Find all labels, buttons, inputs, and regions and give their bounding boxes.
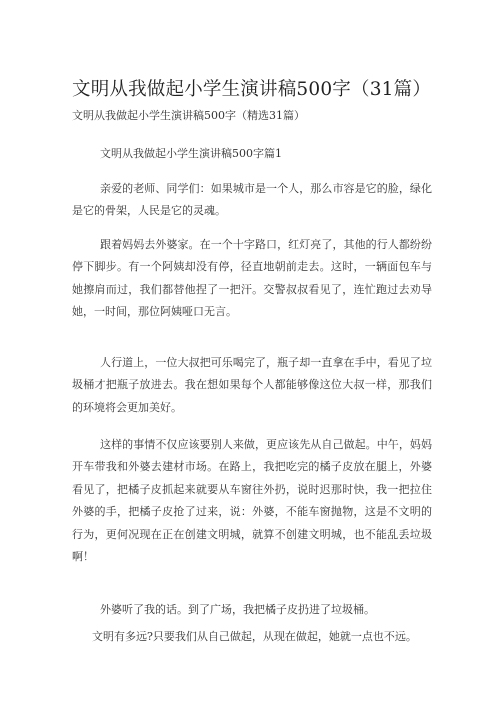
paragraph: 亲爱的老师、同学们：如果城市是一个人，那么市容是它的脸，绿化是它的骨架，人民是它的灵魂。 — [72, 182, 432, 218]
section-heading: 文明从我做起小学生演讲稿500字篇1 — [100, 147, 282, 160]
paragraph: 人行道上，一位大叔把可乐喝完了，瓶子却一直拿在手中，看见了垃圾桶才把瓶子放进去。我在想如果每个人都能够像这位大叔一样，那我们的环境将会更加美好。 — [72, 356, 432, 414]
paragraph: 这样的事情不仅应该要别人来做，更应该先从自己做起。中午，妈妈开车带我和外婆去建材市场。在路上，我把吃完的橘子皮放在腿上，外婆看见了，把橘子皮抓起来就要从车窗往外扔，说时迟那时快，我一把拉住外婆的手，把橘子皮抢了过来，说：外婆，不能车窗抛物，这是不文明的行为，更何况现在正在创建文明城，就算不创建文明城，也不能乱丢垃圾啊！ — [72, 438, 432, 564]
document-subtitle: 文明从我做起小学生演讲稿500字（精选31篇） — [72, 109, 305, 122]
document-title: 文明从我做起小学生演讲稿500字（31篇） — [72, 79, 432, 100]
paragraph: 文明有多远?只要我们从自己做起，从现在做起，她就一点也不远。 — [92, 630, 417, 643]
paragraph: 外婆听了我的话。到了广场，我把橘子皮扔进了垃圾桶。 — [100, 603, 375, 616]
paragraph: 跟着妈妈去外婆家。在一个十字路口，红灯亮了，其他的行人都纷纷停下脚步。有一个阿姨却没有停，径直地朝前走去。这时，一辆面包车与她擦肩而过，我们都替他捏了一把汗。交警叔叔看见了，连忙跑过去劝导她，一时间，那位阿姨哑口无言。 — [72, 238, 432, 319]
